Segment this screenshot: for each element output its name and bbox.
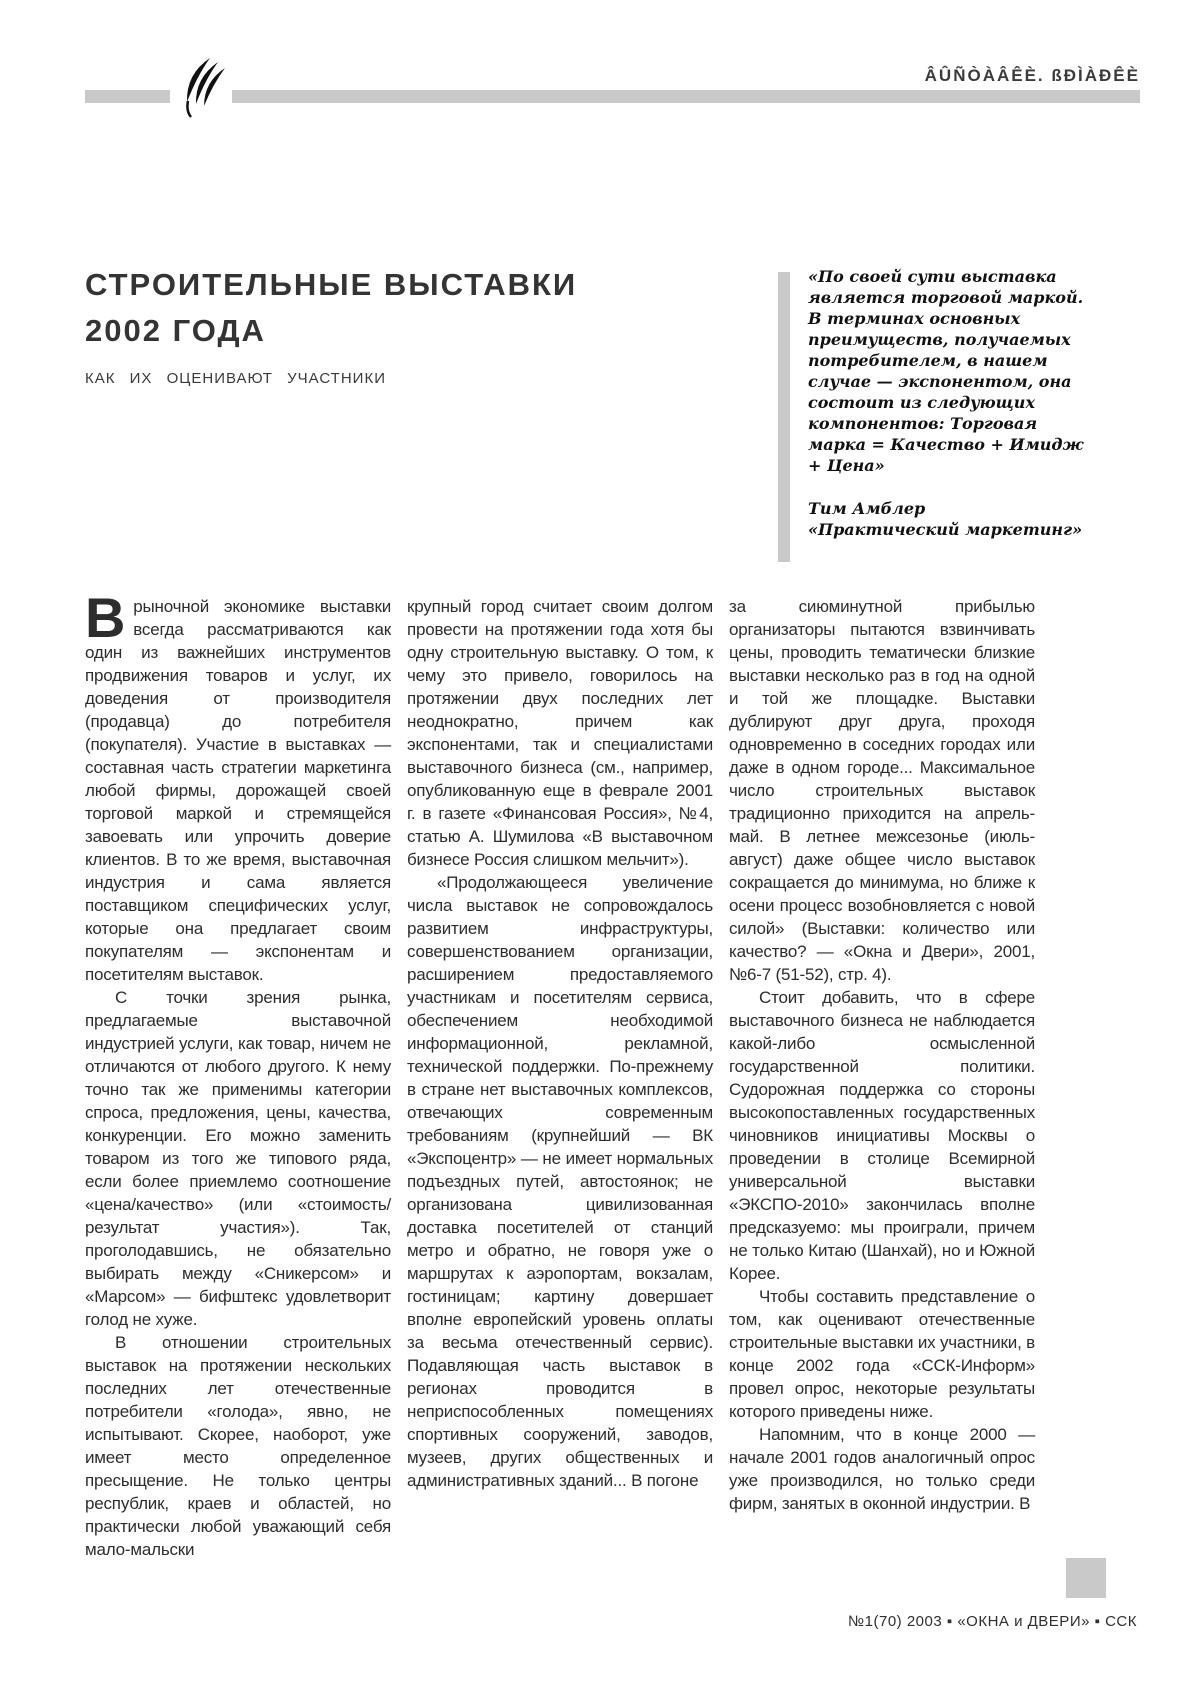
epigraph-quote: «По своей сути выставка является торговой маркой. В терминах основных преимуществ, получаемых потребителем, в нашем случае — экспонентом, она состоит из следующих компонентов: Торговая марка = Качество + Имидж + Цена» [808,267,1084,475]
epigraph-accent-bar [778,272,790,562]
epigraph-author: Тим Амблер [808,499,926,518]
article-title-line2: 2002 ГОДА [85,313,266,348]
body-paragraph: С точки зрения рынка, предлагаемые выставочной индустрией услуги, как товар, ничем не отличаются от любого другого. К нему точно так же применимы категории спроса, предложения, цены, качества, конкуренции. Его можно заменить товаром из того же типового ряда, если более приемлемо соотношение «цена/качество» (или «стоимость/результат участия»). Так, проголодавшись, не обязательно выбирать между «Сникерсом» и «Марсом» — бифштекс удовлетворит голод не хуже. [85,988,391,1329]
header-rubric: ÂÛÑÒÀÂÊÈ. ßÐÌÀÐÊÈ [924,66,1140,85]
footer-issue: №1(70) 2003 ▪ «ОКНА и ДВЕРИ» ▪ ССК [848,1613,1137,1630]
article-subtitle: КАК ИХ ОЦЕНИВАЮТ УЧАСТНИКИ [85,370,386,387]
dropcap-letter: В [85,586,126,649]
body-paragraph: В отношении строительных выставок на протяжении нескольких последних лет отечественные потребители «голода», явно, не испытывают. Скорее, наоборот, уже имеет место определенное пресыщение. Не только центры республик, краев и областей, но практически любой уважающий себя мало-мальски [85,1333,391,1559]
body-paragraph [85,586,391,986]
epigraph-source: «Практический маркетинг» [808,520,1083,539]
paragraph-text: рыночной экономике выставки всегда рассматриваются как один из важнейших инструментов продвижения товаров и услуг, их доведения от производителя (продавца) до потребителя (покупателя). Участие в выставках — составная часть стратегии маркетинга любой фирмы, дорожащей своей торговой маркой и стремящейся завоевать или упрочить доверие клиентов. В то же время, выставочная индустрия и сама является поставщиком специфических услуг, которые она предлагает своим покупателям — экспонентам и посетителям выставок. [85,597,391,984]
body-paragraph: крупный город считает своим долгом провести на протяжении года хотя бы одну строительную выставку. О том, к чему это привело, говорилось на протяжении двух последних лет неоднократно, причем как экспонентами, так и специалистами выставочного бизнеса (см., например, опубликованную еще в феврале 2001 г. в газете «Финансовая Россия», №4, статью А. Шумилова «В выставочном бизнесе Россия слишком мельчит»). [407,597,713,869]
body-paragraph: Чтобы составить представление о том, как оценивают отечественные строительные выставки их участники, в конце 2002 года «ССК-Информ» провел опрос, некоторые результаты которого приведены ниже. [729,1287,1035,1421]
epigraph-attribution [808,498,1096,540]
article-title-block [85,262,705,387]
publisher-logo [170,56,232,126]
epigraph-block [808,266,1096,540]
body-paragraph: «Продолжающееся увеличение числа выставок не сопровождалось развитием инфраструктуры, совершенствованием организации, расширением предоставляемого участникам и посетителям сервиса, обеспечением необходимой информационной, рекламной, технической поддержки. По-прежнему в стране нет выставочных комплексов, отвечающих современным требованиям (крупнейший — ВК «Экспоцентр» — не имеет нормальных подъездных путей, автостоянок; не организована цивилизованная доставка посетителей от станций метро и обратно, не говоря уже о маршрутах к аэропортам, вокзалам, гостиницам; картину довершает вполне европейский уровень оплаты за весьма отечественный сервис). Подавляющая часть выставок в регионах проводится в неприспособленных помещениях спортивных сооружений, заводов, музеев, других общественных и административных зданий... В погоне [407,873,713,1490]
body-columns [85,586,1035,1561]
article-title-line1: СТРОИТЕЛЬНЫЕ ВЫСТАВКИ [85,267,578,302]
column-1 [85,586,391,1561]
body-paragraph: Напомним, что в конце 2000 — начале 2001 годов аналогичный опрос уже производился, но только среди фирм, занятых в оконной индустрии. В [729,1425,1035,1513]
column-3 [729,595,1035,1561]
quill-logo-icon [174,56,228,124]
body-paragraph: Стоит добавить, что в сфере выставочного бизнеса не наблюдается какой-либо осмысленной государственной политики. Судорожная поддержка со стороны высокопоставленных государственных чиновников инициативы Москвы о проведении в столице Всемирной универсальной выставки «ЭКСПО-2010» закончилась вполне предсказуемо: мы проиграли, причем не только Китаю (Шанхай), но и Южной Корее. [729,988,1035,1283]
header-rule [85,90,1140,103]
body-paragraph: за сиюминутной прибылью организаторы пытаются взвинчивать цены, проводить тематически близкие выставки несколько раз в год на одной и той же площадке. Выставки дублируют друг друга, проходя одновременно в соседних городах или даже в одном городе... Максимальное число строительных выставок традиционно приходится на апрель-май. В летнее межсезонье (июль-август) даже общее число выставок сокращается до минимума, но ближе к осени процесс возобновляется с новой силой» (Выставки: количество или качество? — «Окна и Двери», 2001, №6-7 (51-52), стр. 4). [729,597,1035,984]
page-corner-square [1066,1558,1106,1598]
column-2 [407,595,713,1561]
